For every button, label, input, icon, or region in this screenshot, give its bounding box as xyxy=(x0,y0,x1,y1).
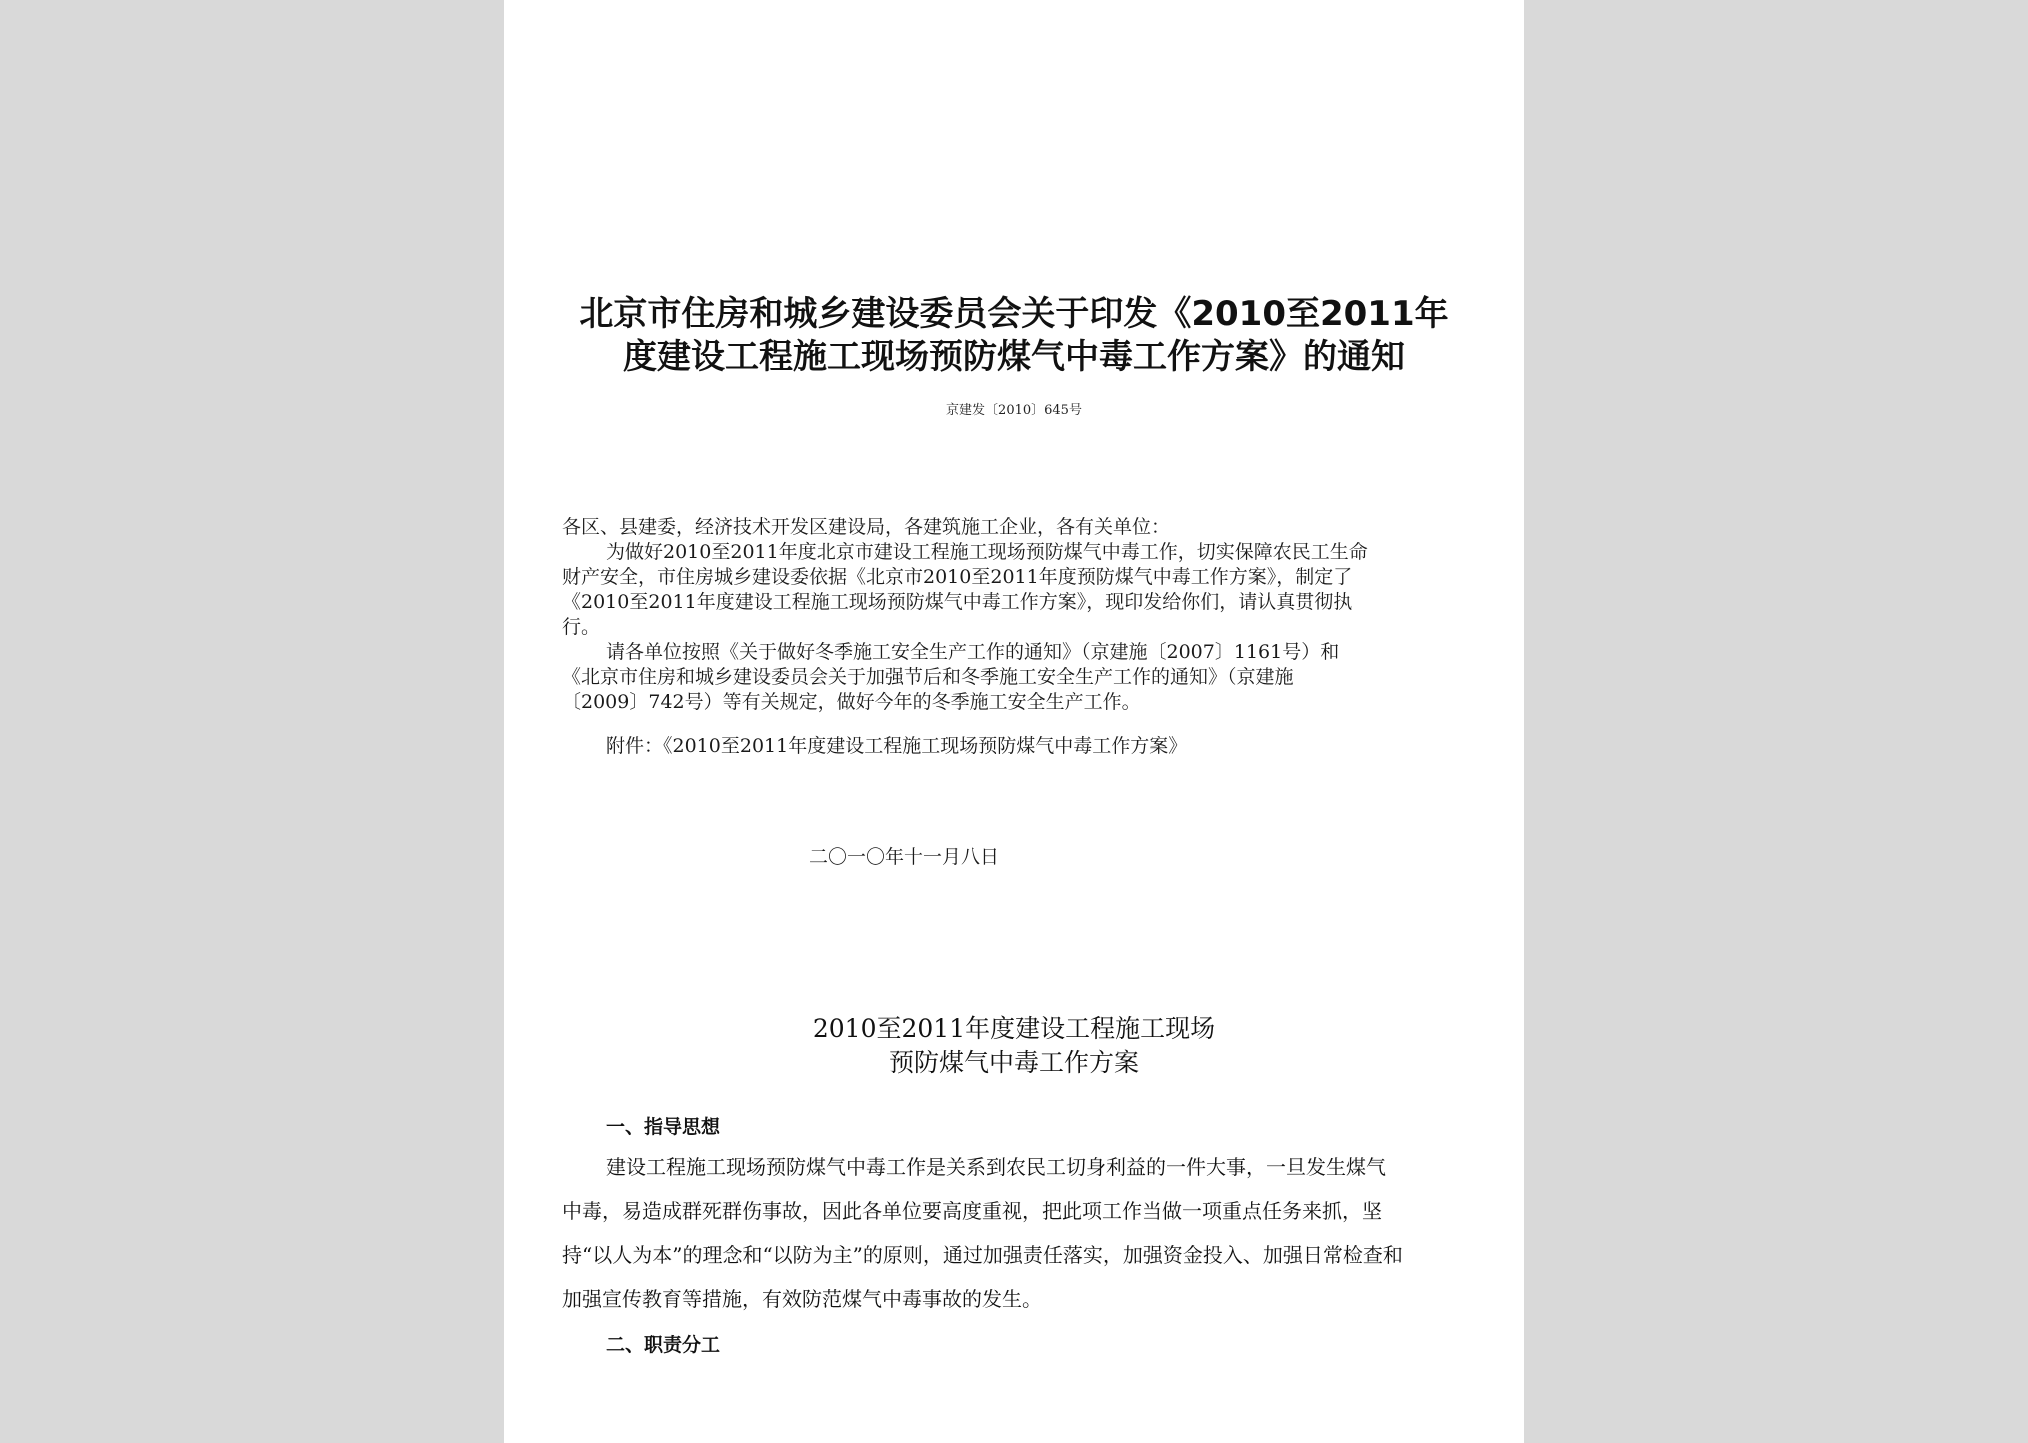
section-1-line-2: 中毒，易造成群死群伤事故，因此各单位要高度重视，把此项工作当做一项重点任务来抓，坚 xyxy=(562,1199,1382,1223)
paragraph-1-line-3: 《2010至2011年度建设工程施工现场预防煤气中毒工作方案》，现印发给你们，请认真贯彻执 xyxy=(562,591,1353,613)
plan-title-line-2: 预防煤气中毒工作方案 xyxy=(888,1048,1139,1077)
notice-title-line-1: 北京市住房和城乡建设委员会关于印发《2010至2011年 xyxy=(579,294,1449,334)
notice-title-line-2: 度建设工程施工现场预防煤气中毒工作方案》的通知 xyxy=(623,337,1405,377)
section-1-line-4: 加强宣传教育等措施，有效防范煤气中毒事故的发生。 xyxy=(562,1287,1042,1311)
section-1-heading: 一、指导思想 xyxy=(606,1116,721,1138)
section-1-line-3: 持“以人为本”的理念和“以防为主”的原则，通过加强责任落实，加强资金投入、加强日常检查和 xyxy=(562,1243,1403,1267)
notice-date: 二〇一〇年十一月八日 xyxy=(809,846,1000,868)
paragraph-2-line-1: 请各单位按照《关于做好冬季施工安全生产工作的通知》（京建施〔2007〕1161号）和 xyxy=(606,641,1340,663)
attachment-line: 附件：《2010至2011年度建设工程施工现场预防煤气中毒工作方案》 xyxy=(606,735,1188,757)
section-1-line-1: 建设工程施工现场预防煤气中毒工作是关系到农民工切身利益的一件大事，一旦发生煤气 xyxy=(606,1155,1386,1179)
section-2-heading: 二、职责分工 xyxy=(606,1334,721,1356)
plan-title-line-1: 2010至2011年度建设工程施工现场 xyxy=(812,1014,1216,1043)
paragraph-1-line-4: 行。 xyxy=(562,616,601,638)
document-page xyxy=(504,0,1524,1443)
paragraph-1-line-1: 为做好2010至2011年度北京市建设工程施工现场预防煤气中毒工作，切实保障农民工生命 xyxy=(606,541,1368,563)
salutation: 各区、县建委，经济技术开发区建设局，各建筑施工企业，各有关单位： xyxy=(562,516,1171,538)
paragraph-2-line-2: 《北京市住房和城乡建设委员会关于加强节后和冬季施工安全生产工作的通知》（京建施 xyxy=(562,666,1294,688)
paragraph-1-line-2: 财产安全，市住房城乡建设委依据《北京市2010至2011年度预防煤气中毒工作方案》，制定了 xyxy=(562,566,1353,588)
paragraph-2-line-3: 〔2009〕742号）等有关规定，做好今年的冬季施工安全生产工作。 xyxy=(562,691,1141,713)
document-number: 京建发〔2010〕645号 xyxy=(946,403,1082,418)
